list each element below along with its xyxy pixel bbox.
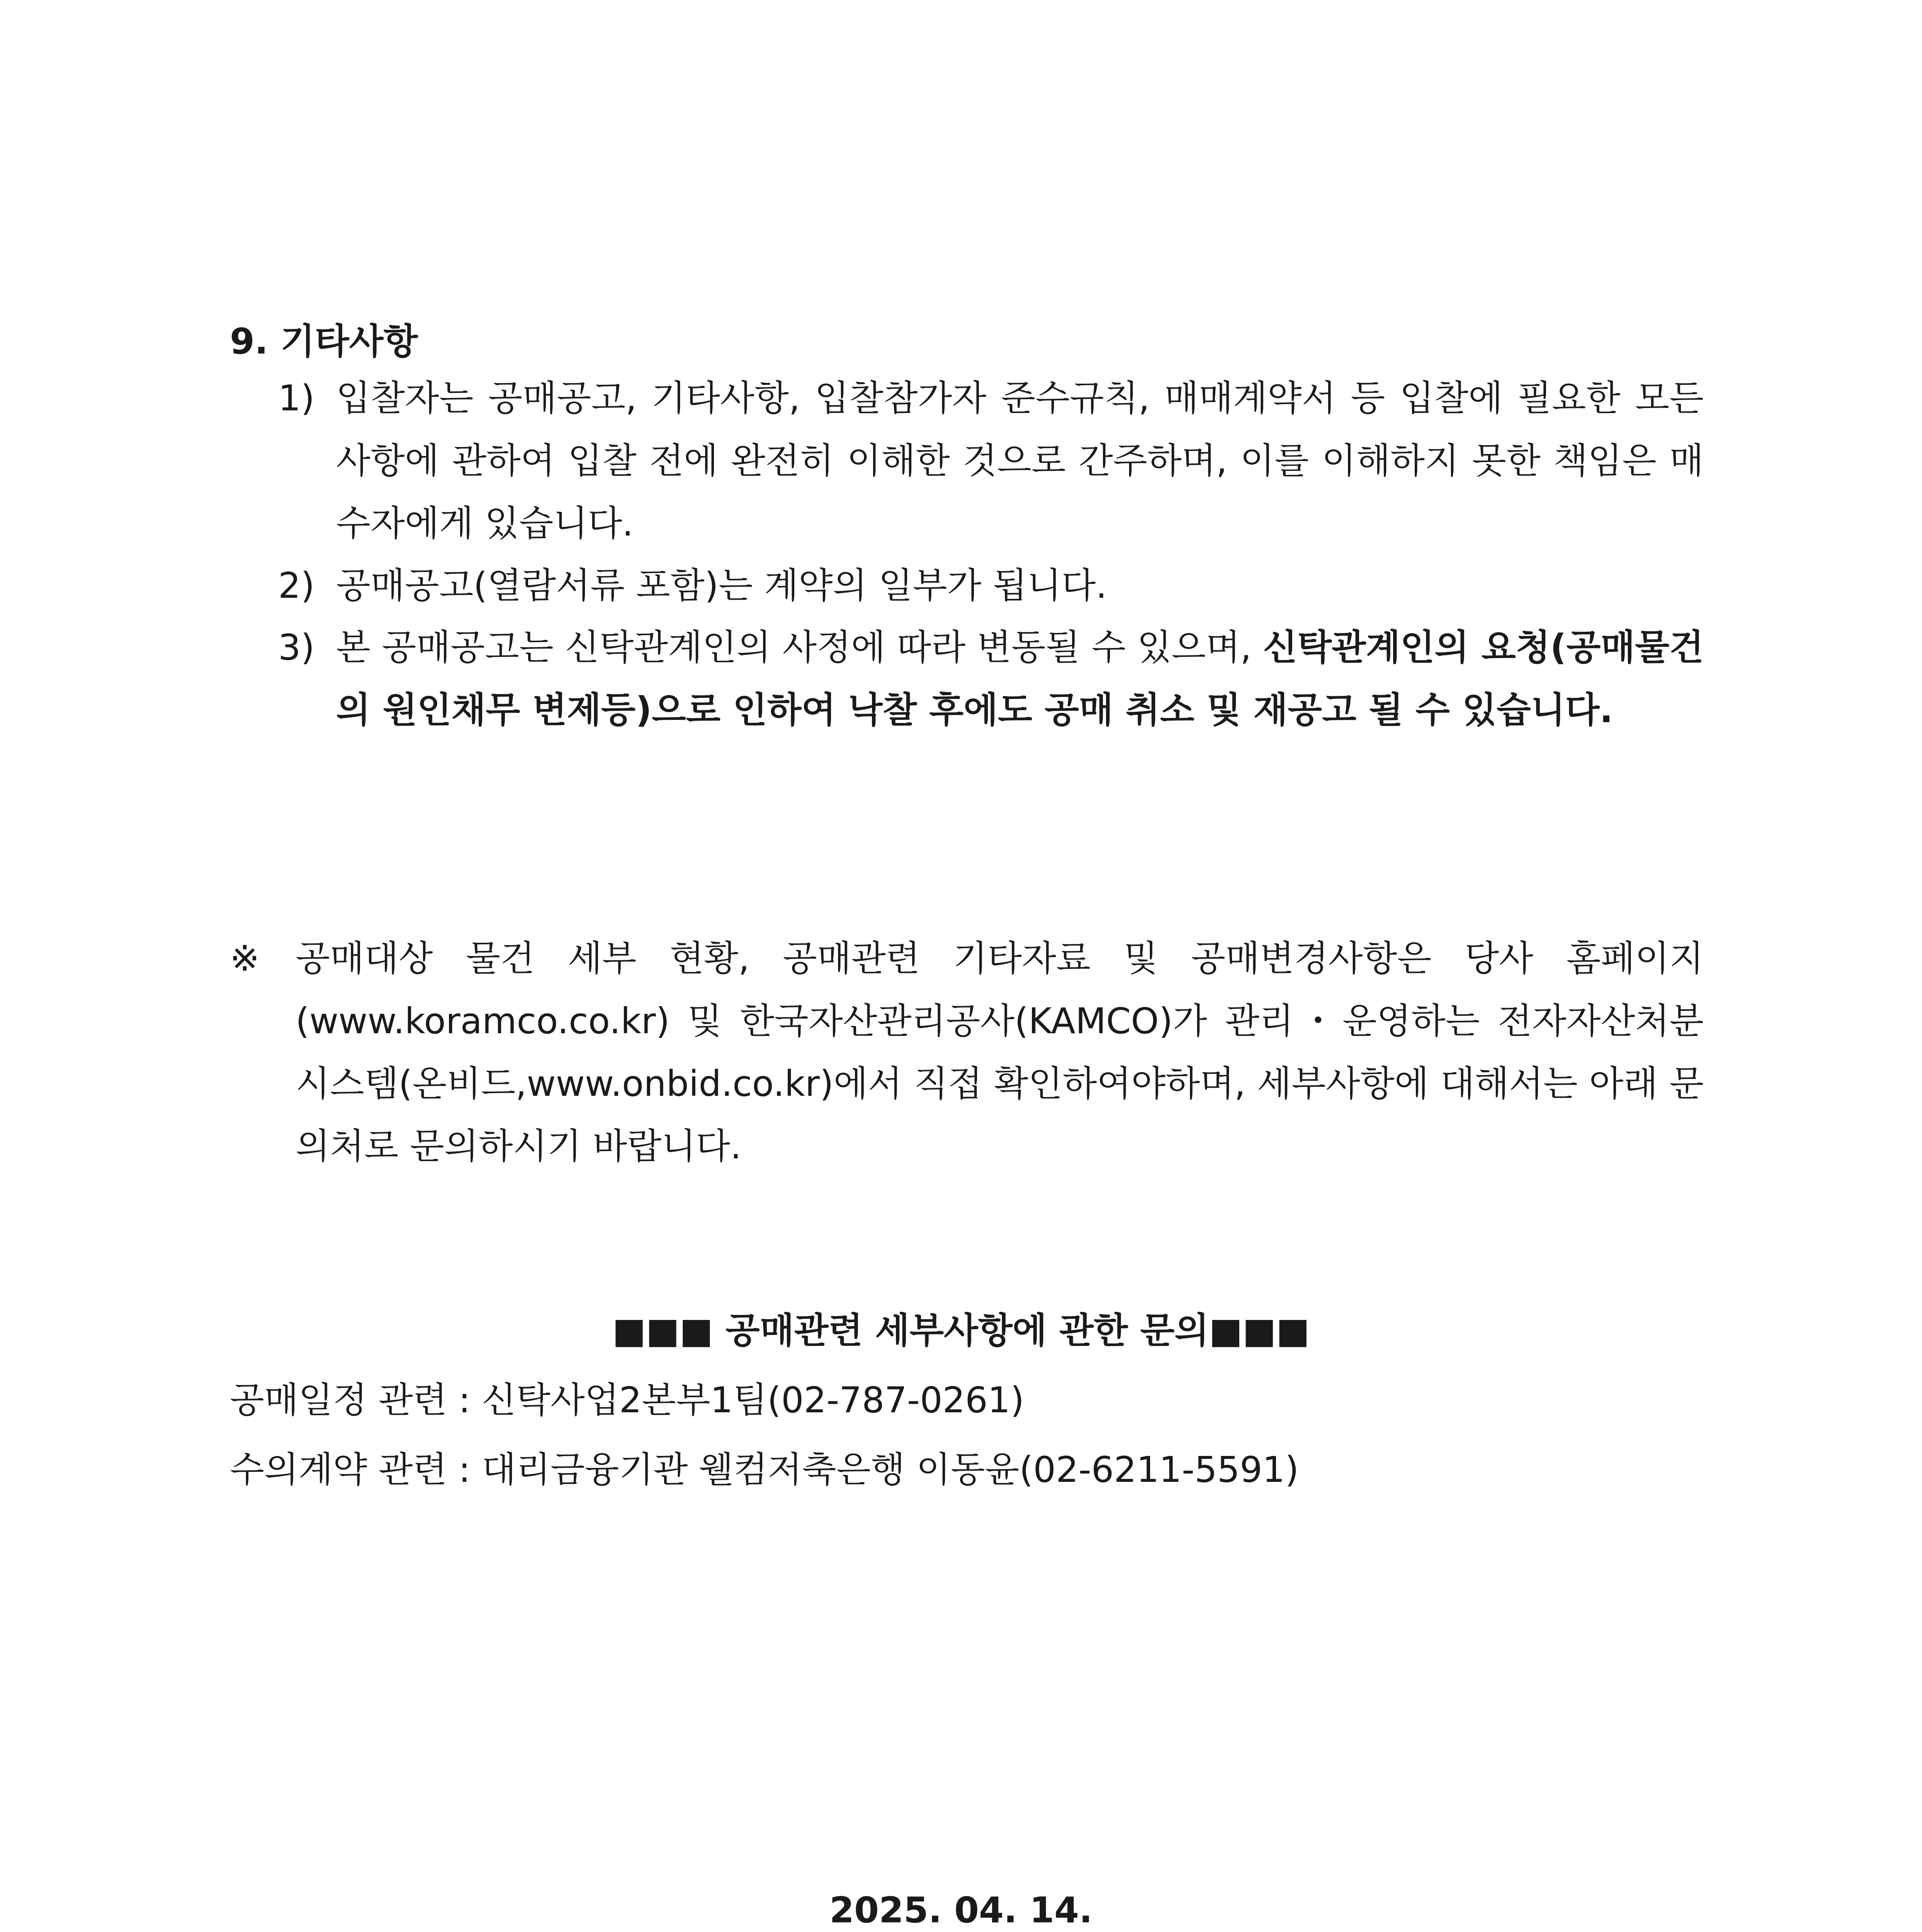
document-date: 2025. 04. 14.: [829, 1889, 1093, 1931]
reference-mark: ※: [230, 938, 260, 979]
notice-text: 공매대상 물건 세부 현황, 공매관련 기타자료 및 공매변경사항은 당사 홈페이지 (www.koramco.co.kr) 및 한국자산관리공사(KAMCO)가 관리・운영하는 전자자산처분 시스템(온비드,www.onbid.co.kr)에서 직접 확인하여야하며, 세부사항에 대해서는 아래 문의처로 문의하시기 바랍니다.: [296, 938, 1704, 1167]
section-title: 9. 기타사항: [230, 321, 418, 362]
list-item-text: 입찰자는 공매공고, 기타사항, 입찰참가자 준수규칙, 매매계약서 등 입찰에 필요한 모든 사항에 관하여 입찰 전에 완전히 이해한 것으로 간주하며, 이를 이해하지 못한 책임은 매수자에게 있습니다.: [336, 378, 1704, 544]
list-item-text: 공매공고(열람서류 포함)는 계약의 일부가 됩니다.: [336, 565, 1107, 606]
contact-line-schedule: 공매일정 관련 : 신탁사업2본부1팀(02-787-0261): [230, 1379, 1025, 1421]
list-item-text-bold: 신탁관계인의 요청(공매물건의 원인채무 변제등)으로 인하여 낙찰 후에도 공매 취소 및 재공고 될 수 있습니다.: [336, 627, 1704, 731]
list-item-1: [278, 367, 1704, 555]
list-item-number: 3): [278, 627, 315, 668]
list-item-3: [278, 616, 1704, 742]
contact-heading: ■■■ 공매관련 세부사항에 관한 문의■■■: [612, 1310, 1310, 1351]
notice-paragraph: [230, 927, 1704, 1178]
list-item-text-normal: 본 공매공고는 신탁관계인의 사정에 따라 변동될 수 있으며,: [336, 627, 1263, 668]
list-item-number: 2): [278, 565, 315, 606]
list-item-2: [278, 554, 1704, 617]
list-item-number: 1): [278, 378, 315, 419]
list-item-text: [336, 616, 1704, 742]
contact-line-contract: 수의계약 관련 : 대리금융기관 웰컴저축은행 이동윤(02-6211-5591): [230, 1449, 1299, 1490]
